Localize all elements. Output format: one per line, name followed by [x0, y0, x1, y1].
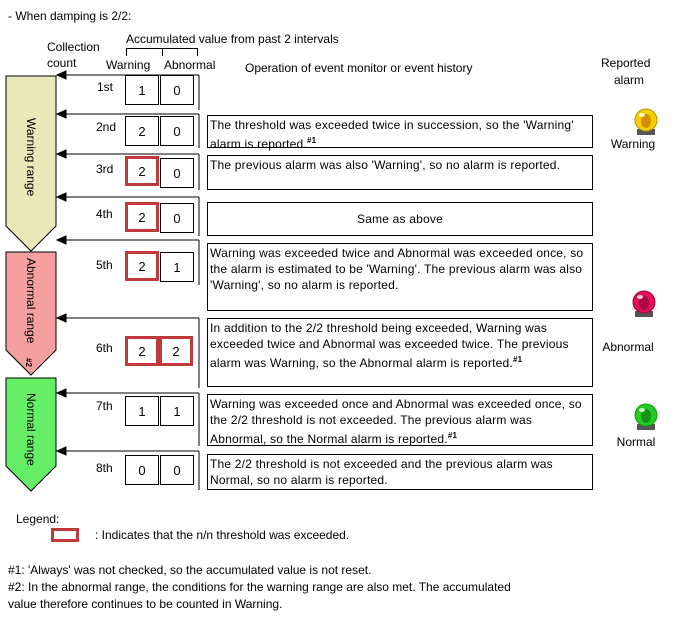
red-alarm-lamp-icon [630, 289, 658, 319]
footnote-2-line2: value therefore continues to be counted in Warning. [8, 597, 283, 611]
warning-value-cell-highlighted: 2 [125, 251, 159, 281]
collection-header-line2: count [47, 56, 77, 70]
abnormal-value-cell-highlighted: 2 [159, 336, 193, 366]
legend-highlight-swatch [51, 528, 79, 542]
abnormal-range-label: Abnormal range [24, 258, 38, 344]
alarm-label-abnormal: Abnormal [602, 340, 654, 354]
row-count: 1st [97, 80, 114, 94]
row-arrow-4 [57, 193, 199, 201]
row-description: The previous alarm was also 'Warning', so no alarm is reported. [207, 155, 593, 190]
legend-title: Legend: [16, 512, 60, 526]
operation-header: Operation of event monitor or event history [245, 61, 473, 75]
warning-value-cell-highlighted: 2 [125, 156, 159, 186]
normal-range-label: Normal range [24, 393, 38, 466]
row-count: 3rd [96, 162, 114, 176]
footnote-ref: #1 [512, 355, 523, 364]
footnote-ref: #1 [447, 431, 458, 440]
abnormal-column-header: Abnormal [164, 58, 216, 72]
footnote-2-line1: #2: In the abnormal range, the conditions for the warning range are also met. The accumulated [8, 580, 511, 594]
row-count: 5th [96, 258, 113, 272]
warning-value-cell: 1 [125, 75, 159, 105]
row-description: The threshold was exceeded twice in succession, so the 'Warning' alarm is reported.$^{\#1}$ [207, 115, 593, 148]
warning-value-cell: 2 [125, 116, 159, 146]
warning-value-cell-highlighted: 2 [125, 202, 159, 232]
warning-value-cell: 0 [125, 455, 159, 485]
warning-range-label: Warning range [24, 118, 38, 197]
abnormal-value-cell: 0 [160, 75, 194, 105]
row-arrow-5 [57, 236, 199, 244]
row-arrow-6 [57, 314, 199, 322]
yellow-alarm-lamp-icon [632, 107, 660, 137]
abnormal-value-cell: 0 [160, 455, 194, 485]
row-arrow-8 [57, 447, 199, 455]
warning-value-cell-highlighted: 2 [125, 336, 159, 366]
footnote-1: #1: 'Always' was not checked, so the accumulated value is not reset. [8, 563, 372, 577]
row-description: Warning was exceeded once and Abnormal was exceeded once, so the 2/2 threshold is not exceeded. The previous alarm was Abnormal, so the Normal alarm is reported.$^{\#1}$ [207, 394, 593, 446]
collection-header-line1: Collection [47, 40, 100, 54]
row-count: 6th [96, 341, 113, 355]
abnormal-value-cell: 0 [160, 203, 194, 233]
accumulated-header: Accumulated value from past 2 intervals [126, 32, 339, 46]
row-description: The 2/2 threshold is not exceeded and the previous alarm was Normal, so no alarm is reported. [207, 454, 593, 490]
reported-header-line2: alarm [614, 73, 645, 87]
abnormal-value-cell: 1 [160, 252, 194, 282]
alarm-label-warning: Warning [610, 137, 656, 151]
footnote-ref: #1 [306, 136, 317, 145]
abnormal-value-cell: 0 [160, 116, 194, 146]
row-count: 7th [96, 399, 113, 413]
legend-text: : Indicates that the n/n threshold was exceeded. [95, 528, 350, 542]
diagram-title: - When damping is 2/2: [8, 9, 132, 23]
row-description: Warning was exceeded twice and Abnormal was exceeded once, so the alarm is estimated to be 'Warning'. The previous alarm was also 'Warning', so no alarm is reported. [207, 243, 593, 311]
row-description: In addition to the 2/2 threshold being exceeded, Warning was exceeded twice and Abnormal was exceeded twice. The previous alarm was Warning, so the Abnormal alarm is reported.$^{\#1}$ [207, 318, 593, 387]
warning-value-cell: 1 [125, 396, 159, 426]
row-count: 2nd [96, 120, 117, 134]
abnormal-value-cell: 0 [160, 158, 194, 188]
abnormal-value-cell: 1 [160, 396, 194, 426]
warning-column-header: Warning [106, 58, 151, 72]
row-description: Same as above [207, 202, 593, 236]
row-count: 8th [96, 461, 113, 475]
abnormal-range-note: #2 [24, 358, 33, 367]
alarm-label-normal: Normal [616, 435, 656, 449]
row-count: 4th [96, 207, 113, 221]
reported-header-line1: Reported [601, 56, 651, 70]
green-alarm-lamp-icon [632, 402, 660, 432]
